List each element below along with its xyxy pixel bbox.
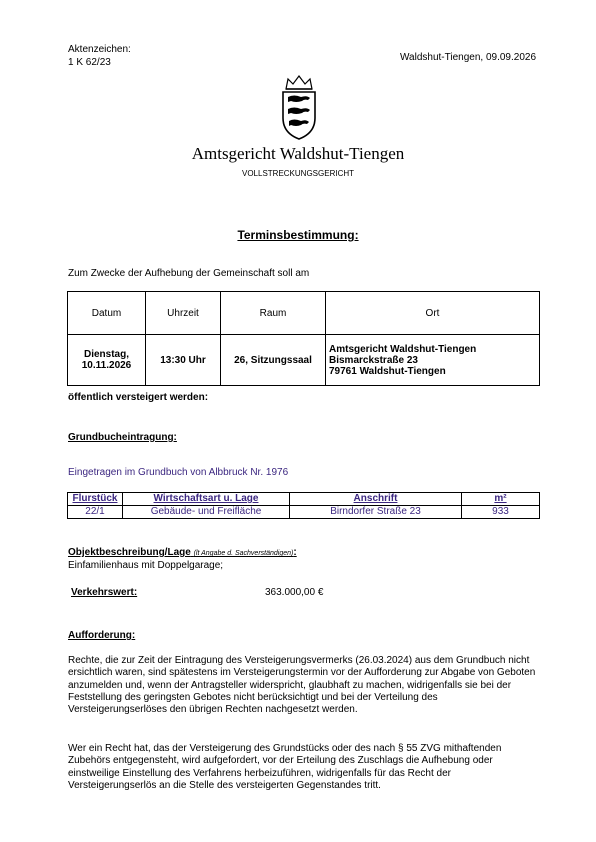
usage-cell: Gebäude- und Freifläche xyxy=(123,506,290,519)
request-heading: Aufforderung: xyxy=(68,630,136,641)
object-heading-text: Objektbeschreibung/Lage xyxy=(68,547,191,558)
header-location: Ort xyxy=(326,292,540,335)
location-line: Bismarckstraße 23 xyxy=(329,354,418,366)
market-value-label: Verkehrswert: xyxy=(71,587,138,598)
appointment-location xyxy=(326,335,540,386)
case-label: Aktenzeichen: xyxy=(68,44,131,55)
object-description: Einfamilienhaus mit Doppelgarage; xyxy=(68,560,224,571)
object-heading-colon: : xyxy=(293,547,297,558)
appointment-room: 26, Sitzungssaal xyxy=(221,335,326,386)
appointment-time: 13:30 Uhr xyxy=(146,335,221,386)
parcel-cell: 22/1 xyxy=(68,506,123,519)
date-value: 10.11.2026 xyxy=(81,360,132,371)
appointment-row xyxy=(68,335,540,386)
header-usage: Wirtschaftsart u. Lage xyxy=(123,493,290,506)
market-value: 363.000,00 € xyxy=(265,587,324,598)
header-address: Anschrift xyxy=(290,493,462,506)
appointment-header-row xyxy=(68,292,540,335)
auction-statement: öffentlich versteigert werden: xyxy=(68,392,209,403)
location-line: Amtsgericht Waldshut-Tiengen xyxy=(329,343,477,355)
appointment-table xyxy=(67,291,540,386)
header-room: Raum xyxy=(221,292,326,335)
location-line: 79761 Waldshut-Tiengen xyxy=(329,365,446,377)
object-heading xyxy=(68,547,297,558)
area-cell: 933 xyxy=(462,506,540,519)
land-register-header-row xyxy=(68,493,540,506)
place-date: Waldshut-Tiengen, 09.09.2026 xyxy=(399,52,536,63)
court-subtitle: VOLLSTRECKUNGSGERICHT xyxy=(241,169,355,178)
case-number: 1 K 62/23 xyxy=(68,57,111,68)
header-parcel: Flurstück xyxy=(68,493,123,506)
date-weekday: Dienstag, xyxy=(83,349,129,360)
header-date: Datum xyxy=(68,292,146,335)
intro-text: Zum Zwecke der Aufhebung der Gemeinschaft soll am xyxy=(68,268,310,279)
land-register-heading: Grundbucheintragung: xyxy=(68,432,177,443)
request-paragraph-2: Wer ein Recht hat, das der Versteigerung des Grundstücks oder des nach § 55 ZVG mithaftenden Zubehörs entgegensteht, wird aufgefordert, vor der Erteilung des Zuschlags die Aufhebung oder einstweilige Einstellung des Verfahrens herbeizuführen, widrigenfalls für das Recht der Versteigerungserlös an die Stelle des versteigerten Gegenstandes tritt. xyxy=(68,743,502,791)
table-row xyxy=(68,506,540,519)
header-area: m² xyxy=(462,493,540,506)
request-paragraph-1: Rechte, die zur Zeit der Eintragung des Versteigerungsvermerks (26.03.2024) aus dem Grundbuch nicht ersichtlich waren, sind spätestens im Versteigerungstermin vor der Aufforderung zur Abgabe von Geboten anzumelden und, wenn der Antragsteller widerspricht, glaubhaft zu machen, widrigenfalls sie bei der Feststellung des geringsten Gebotes nicht berücksichtigt und bei der Verteilung des Versteigerungserlöses den übrigen Rechten nachgesetzt werden. xyxy=(68,655,536,716)
land-register-intro: Eingetragen im Grundbuch von Albbruck Nr. 1976 xyxy=(68,467,289,478)
document-title: Terminsbestimmung: xyxy=(237,228,359,242)
appointment-date xyxy=(68,335,146,386)
header-time: Uhrzeit xyxy=(146,292,221,335)
court-name: Amtsgericht Waldshut-Tiengen xyxy=(191,144,405,163)
coat-of-arms-icon xyxy=(274,73,324,141)
land-register-table xyxy=(67,492,540,519)
object-heading-note: (lt Angabe d. Sachverständigen) xyxy=(193,550,294,557)
address-cell: Birndorfer Straße 23 xyxy=(290,506,462,519)
